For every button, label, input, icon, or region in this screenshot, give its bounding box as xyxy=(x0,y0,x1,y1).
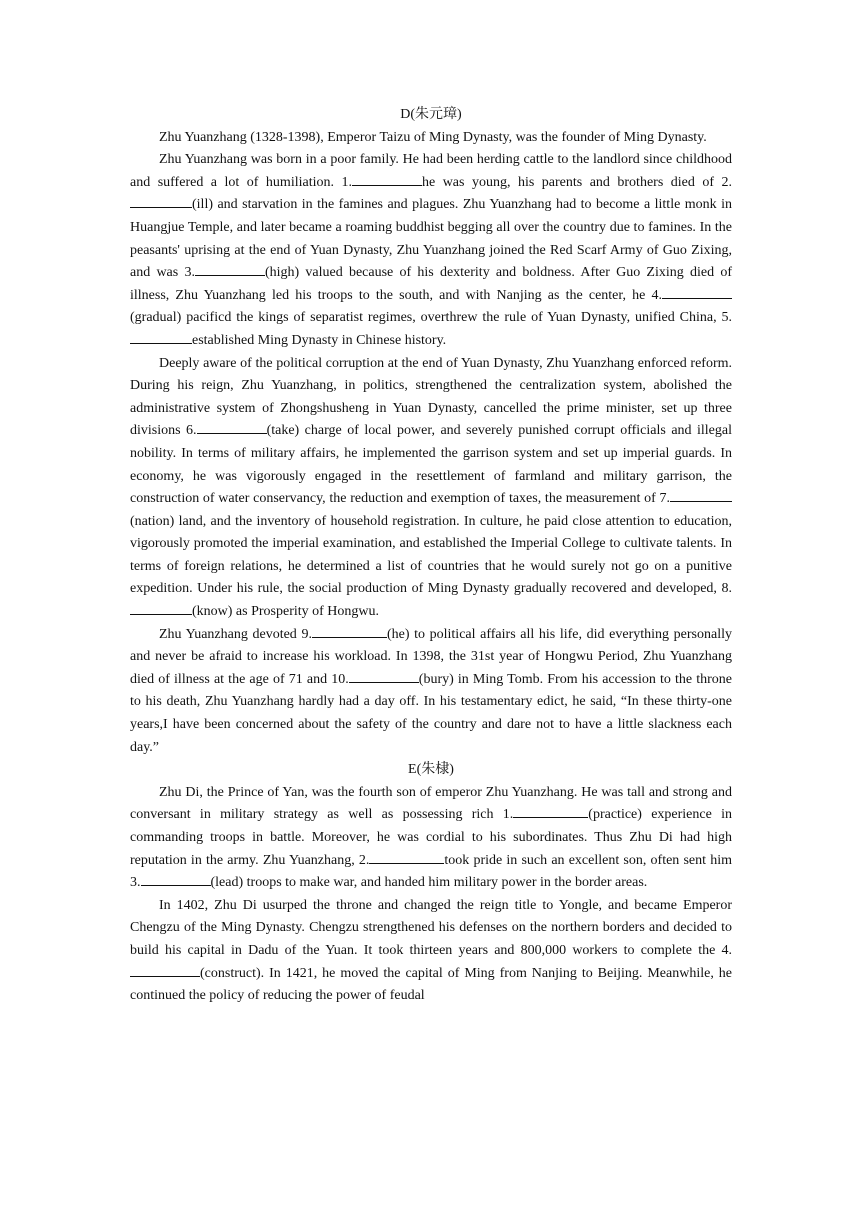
answer-blank-d6[interactable] xyxy=(197,420,267,434)
section-d-paragraph-4: Zhu Yuanzhang devoted 9. (he) to political affairs all his life, did everything personally and never be afraid to increase his workload. In 1398, the 31st year of Hongwu Period, Zhu Yuanzhang died of illness at the age of 71 and 10. (bury) in Ming Tomb. From his accession to the throne to his death, Zhu Yuanzhang hardly had a day off. In his testamentary edict, he said, “In these thirty-one years,I have been concerned about the safety of the country and dare not to have a little slackness each day.” xyxy=(130,624,732,760)
answer-blank-d9[interactable] xyxy=(312,624,387,638)
section-e-paragraph-2: In 1402, Zhu Di usurped the throne and changed the reign title to Yongle, and became Emperor Chengzu of the Ming Dynasty. Chengzu strengthened his defenses on the northern borders and decided to build his capital in Dadu of the Yuan. It took thirteen years and 800,000 workers to complete the 4.(construct). In 1421, he moved the capital of Ming from Nanjing to Beijing. Meanwhile, he continued the policy of reducing the power of feudal xyxy=(130,897,732,1004)
answer-blank-d8[interactable] xyxy=(130,601,192,615)
answer-blank-d3[interactable] xyxy=(195,262,265,276)
answer-blank-d4[interactable] xyxy=(662,285,732,299)
answer-blank-d5[interactable] xyxy=(130,330,192,344)
answer-blank-d2[interactable] xyxy=(130,194,192,208)
answer-blank-d7[interactable] xyxy=(670,488,732,502)
answer-blank-d10[interactable] xyxy=(349,669,419,683)
answer-blank-e2[interactable] xyxy=(369,850,444,864)
answer-blank-e3[interactable] xyxy=(141,872,211,886)
section-d-paragraph-3: Deeply aware of the political corruption at the end of Yuan Dynasty, Zhu Yuanzhang enforced reform. During his reign, Zhu Yuanzhang, in politics, strengthened the centralization system, abolished the administrative system of Zhongshusheng in Yuan Dynasty, cancelled the prime minister, set up three divisions 6. (take) charge of local power, and severely punished corrupt officials and illegal nobility. In terms of military affairs, he implemented the garrison system and set up imperial guards. In economy, he was vigorously engaged in the resettlement of farmland and military garrison, the construction of water conservancy, the reduction and exemption of taxes, the measurement of 7.(nation) land, and the inventory of household registration. In culture, he paid close attention to education, vigorously promoted the imperial examination, and established the Imperial College to cultivate talents. In terms of foreign relations, he determined a list of countries that he would surely not go on a punitive expedition. Under his rule, the social production of Ming Dynasty gradually recovered and developed, 8.(know) as Prosperity of Hongwu. xyxy=(130,355,733,620)
answer-blank-d1[interactable] xyxy=(352,172,422,186)
section-d-paragraph-2: Zhu Yuanzhang was born in a poor family. He had been herding cattle to the landlord since childhood and suffered a lot of humiliation. 1. he was young, his parents and brothers died of 2.(ill) and starvation in the famines and plagues. Zhu Yuanzhang had to become a little monk in Huangjue Temple, and later became a roaming buddhist begging all over the country due to famines. In the peasants' uprising at the end of Yuan Dynasty, Zhu Yuanzhang joined the Red Scarf Army of Guo Zixing, and was 3. (high) valued because of his dexterity and boldness. After Guo Zixing died of illness, Zhu Yuanzhang led his troops to the south, and with Nanjing as the center, he 4.(gradual) pacificd the kings of separatist regimes, overthrew the rule of Yuan Dynasty, unified China, 5.established Ming Dynasty in Chinese history. xyxy=(130,152,733,348)
answer-blank-e4[interactable] xyxy=(130,963,200,977)
document-body xyxy=(130,104,732,1008)
section-d-paragraph-1: Zhu Yuanzhang (1328-1398), Emperor Taizu of Ming Dynasty, was the founder of Ming Dynasty. xyxy=(159,129,707,145)
section-d-title: D(朱元璋) xyxy=(400,107,462,122)
section-e-paragraph-1: Zhu Di, the Prince of Yan, was the fourth son of emperor Zhu Yuanzhang. He was tall and strong and conversant in military strategy as well as possessing rich 1. (practice) experience in commanding troops in battle. Moreover, he was cordial to his subordinates. Thus Zhu Di had high reputation in the army. Zhu Yuanzhang, 2. took pride in such an excellent son, often sent him 3. (lead) troops to make war, and handed him military power in the border areas. xyxy=(130,784,732,891)
answer-blank-e1[interactable] xyxy=(513,804,588,818)
section-e-title: E(朱棣) xyxy=(408,762,454,778)
